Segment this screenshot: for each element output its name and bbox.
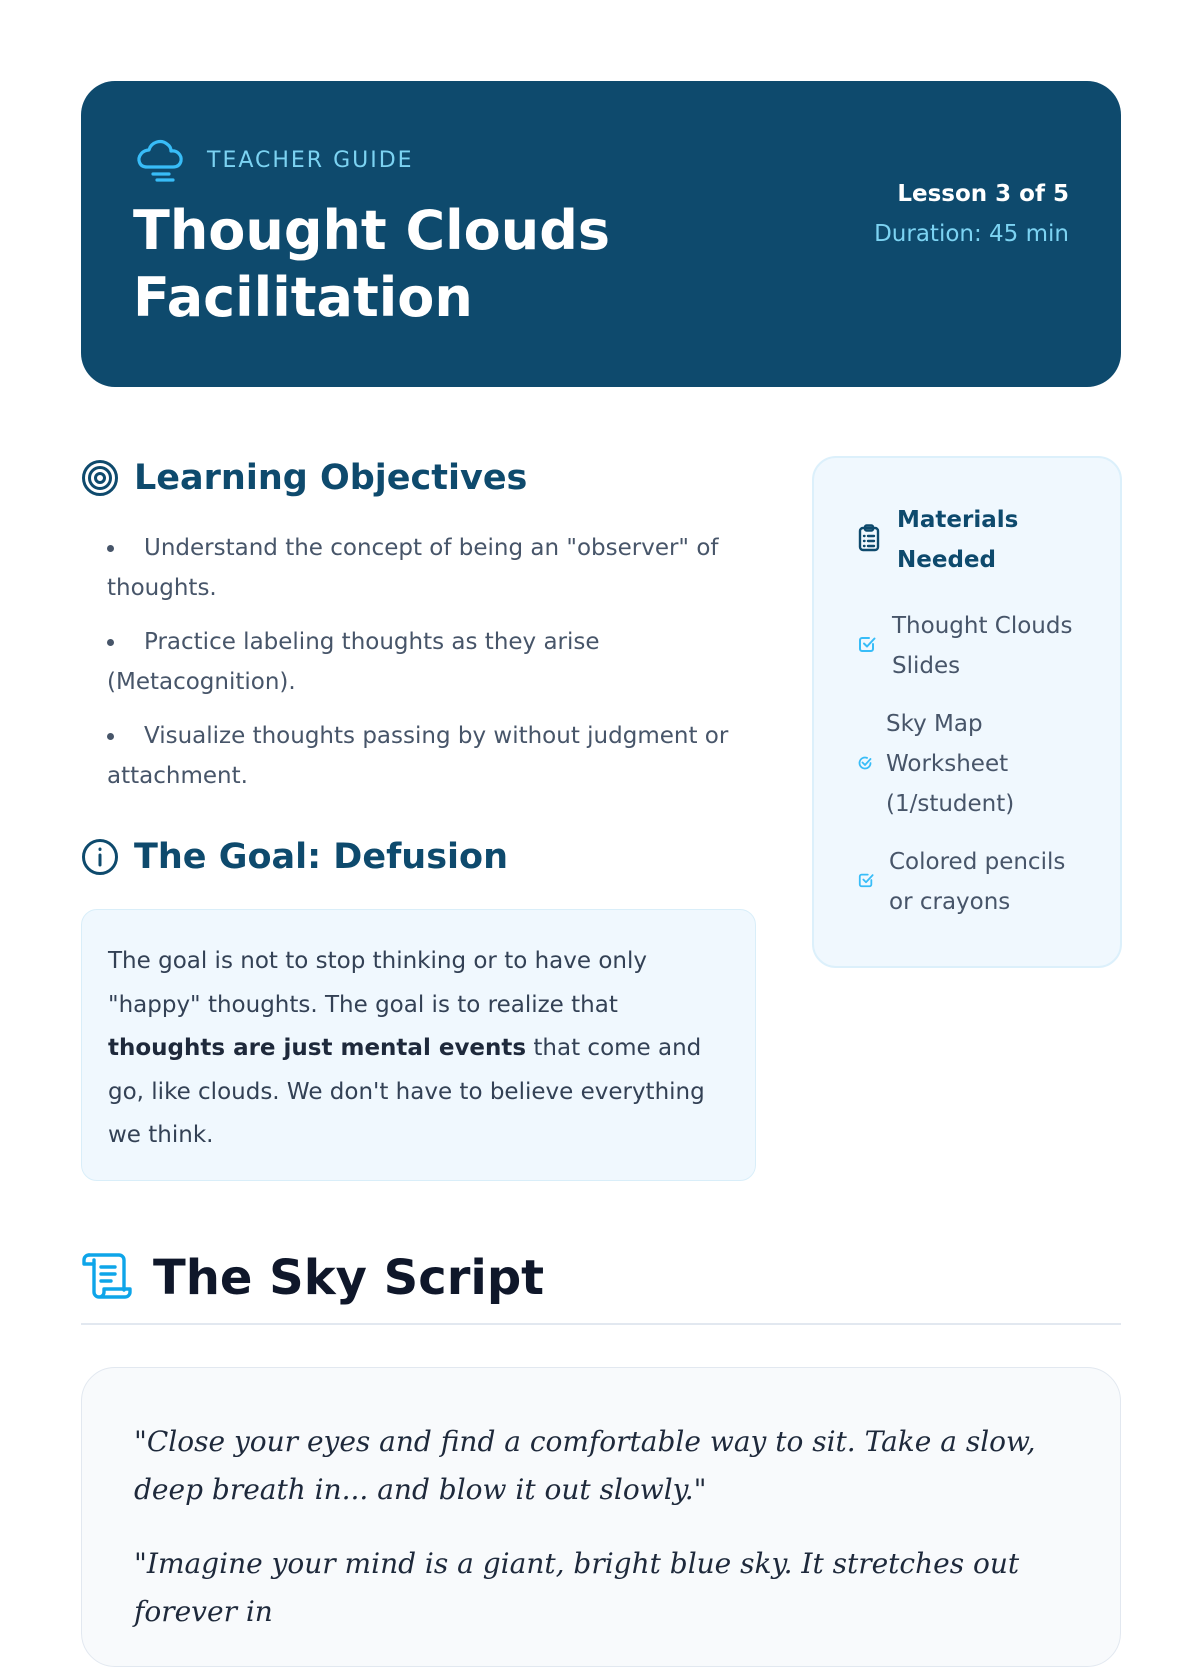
- list-item: Visualize thoughts passing by without judgment or attachment.: [107, 716, 757, 796]
- list-item: [858, 606, 1092, 686]
- list-item: Practice labeling thoughts as they arise (Metacognition).: [107, 622, 757, 702]
- objectives-title: Learning Objectives: [134, 458, 528, 498]
- material-label: Colored pencils or crayons: [889, 849, 1066, 915]
- script-paragraph: "Imagine your mind is a giant, bright blue sky. It stretches out forever in: [134, 1547, 1020, 1628]
- goal-heading: [81, 837, 508, 877]
- goal-title: The Goal: Defusion: [134, 837, 509, 877]
- objectives-heading: [81, 458, 527, 498]
- materials-title: Materials Needed: [897, 507, 1019, 573]
- divider: [81, 1323, 1121, 1325]
- lesson-duration: Duration: 45 min: [874, 221, 1069, 247]
- lesson-header: [81, 81, 1121, 387]
- script-paragraph: "Close your eyes and find a comfortable way to sit. Take a slow, deep breath in... and blow it out slowly.": [134, 1425, 1036, 1506]
- list-item: [858, 842, 1089, 922]
- clipboard-icon: [858, 524, 880, 556]
- scroll-icon: [81, 1252, 133, 1304]
- goal-text-start: The goal is not to stop thinking or to have only "happy" thoughts. The goal is to realize that: [108, 948, 647, 1018]
- check-circle-icon: [858, 755, 872, 774]
- lesson-number: Lesson 3 of 5: [897, 181, 1069, 207]
- material-label: Sky Map Worksheet (1/student): [886, 711, 1015, 817]
- eyebrow-label: TEACHER GUIDE: [207, 147, 414, 173]
- page-title: Thought Clouds Facilitation: [133, 199, 611, 329]
- script-heading: [81, 1250, 544, 1306]
- goal-callout: [81, 909, 756, 1181]
- cloud-icon: [135, 137, 185, 183]
- script-card: [81, 1367, 1121, 1667]
- list-item: [858, 704, 1086, 824]
- goal-text: [108, 940, 729, 1158]
- eyebrow: [135, 137, 414, 183]
- info-icon: [81, 838, 119, 876]
- target-icon: [81, 459, 119, 497]
- material-label: Thought Clouds Slides: [892, 613, 1073, 679]
- goal-text-emphasis: thoughts are just mental events: [108, 1035, 527, 1061]
- goal-text-end: that come and go, like clouds. We don't have to believe everything we think.: [108, 1035, 705, 1148]
- check-square-icon: [858, 635, 876, 657]
- list-item: Understand the concept of being an "observer" of thoughts.: [107, 528, 757, 608]
- materials-heading: [858, 500, 1027, 580]
- script-title: The Sky Script: [153, 1250, 545, 1306]
- materials-panel: [812, 456, 1122, 968]
- objectives-list: [107, 528, 757, 810]
- lesson-meta: [869, 174, 1069, 254]
- check-square-icon: [858, 872, 874, 892]
